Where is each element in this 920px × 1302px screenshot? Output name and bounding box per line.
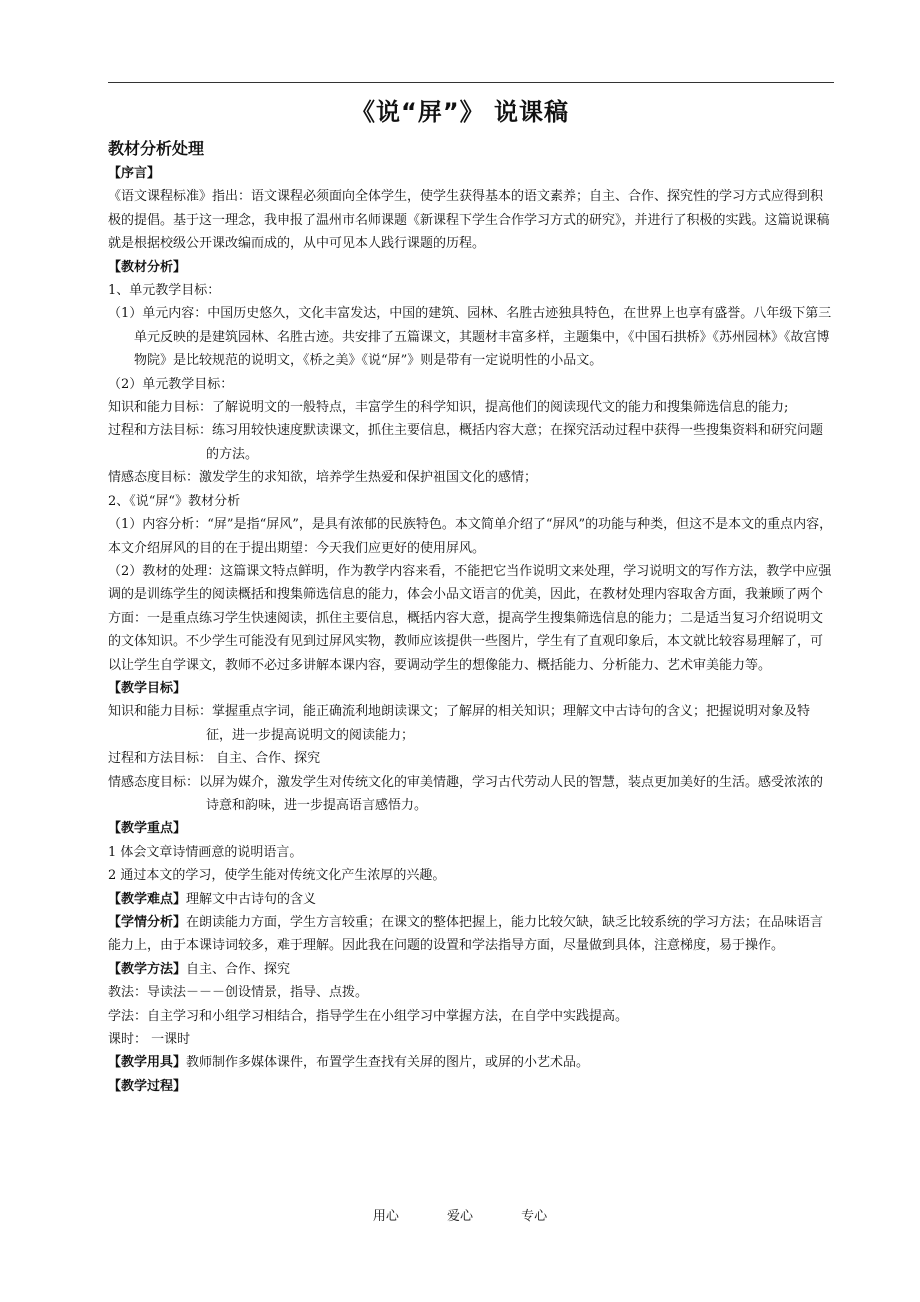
preface-heading: 【序言】 <box>108 166 161 181</box>
material-handling: （2）教材的处理：这篇课文特点鲜明，作为教学内容来看，不能把它当作说明文来处理，学习说明文的写作方法，教学中应强调的是训练学生的阅读概括和搜集筛选信息的能力，体会小品文语言的优美，因此，在教材处理内容取舍方面，我兼顾了两个方面：一是重点练习学生快速阅读，抓住主要信息，概括内容大意，提高学生搜集筛选信息的能力；二是适当复习介绍说明文的文体知识。不少学生可能没有见到过屏风实物，教师应该提供一些图片，学生有了直观印象后，本文就比较容易理解了，可以让学生自学课文，教师不必过多讲解本课内容，要调动学生的想像能力、概括能力、分析能力、艺术审美能力等。 <box>108 563 832 673</box>
analysis-heading: 【教材分析】 <box>108 259 187 275</box>
learner-heading: 【学情分析】 <box>108 915 187 930</box>
content-analysis: （1）内容分析：“屏”是指“屏风”，是具有浓郁的民族特色。本文简单介绍了“屏风”的功能与种类，但这不是本文的重点内容，本文介绍屏风的目的在于提出期望：今天我们应更好的使用屏风。 <box>108 517 833 556</box>
method-text: 自主、合作、探究 <box>186 961 291 977</box>
goals-heading: 【教学目标】 <box>108 680 187 696</box>
goals-process: 过程和方法目标： 自主、合作、探究 <box>108 751 321 767</box>
key-point-item: 2 通过本文的学习，使学生能对传统文化产生浓厚的兴趣。 <box>108 868 446 884</box>
unit-emotion-goal: 情感态度目标：激发学生的求知欲，培养学生热爱和保护祖国文化的感情； <box>108 470 538 486</box>
page-footer <box>0 1207 920 1227</box>
method-heading: 【教学方法】 <box>108 961 187 977</box>
difficulty-text: 理解文中古诗句的含义 <box>186 891 317 907</box>
goals-knowledge: 知识和能力目标：掌握重点字词，能正确流利地朗读课文；了解屏的相关知识；理解文中古诗句的含义；把握说明对象及特征，进一步提高说明文的阅读能力； <box>108 704 811 743</box>
preface-text: 《语文课程标准》指出：语文课程必须面向全体学生，使学生获得基本的语文素养；自主、合作、探究性的学习方式应得到积极的提倡。基于这一理念，我申报了温州市名师课题《新课程下学生合作学习方式的研究》，并进行了积极的实践。这篇说课稿就是根据校级公开课改编而成的，从中可见本人践行课题的历程。 <box>108 189 830 252</box>
unit-goals-label: （2）单元教学目标： <box>108 376 234 392</box>
page-title: 《说“屏”》 说课稿 <box>351 98 569 126</box>
analysis-item2: 2、《说“屏“》教材分析 <box>108 493 241 509</box>
unit-process-goal: 过程和方法目标：练习用较快速度默读课文，抓住主要信息，概括内容大意；在探究活动过程中获得一些搜集资料和研究问题的方法。 <box>108 423 824 462</box>
learner-text: 在朗读能力方面，学生方言较重；在课文的整体把握上，能力比较欠缺，缺乏比较系统的学习方法；在品味语言能力上，由于本课诗词较多，难于理解。因此我在问题的设置和学法指导方面，尽量做到具体，注意梯度，易于操作。 <box>108 915 824 954</box>
footer-word: 用心 <box>372 1209 399 1224</box>
section-heading: 教材分析处理 <box>108 139 205 158</box>
learning-method: 学法：自主学习和小组学习相结合，指导学生在小组学习中掌握方法，在自学中实践提高。 <box>108 1008 629 1024</box>
key-point-item: 1 体会文章诗情画意的说明语言。 <box>108 844 303 860</box>
goals-emotion: 情感态度目标：以屏为媒介，激发学生对传统文化的审美情趣，学习古代劳动人民的智慧，装点更加美好的生活。感受浓浓的诗意和韵味，进一步提高语言感悟力。 <box>108 774 824 813</box>
header-rule <box>108 82 834 83</box>
analysis-item1: 1、单元教学目标： <box>108 283 221 299</box>
process-heading: 【教学过程】 <box>108 1078 187 1094</box>
key-points-heading: 【教学重点】 <box>108 821 187 837</box>
tools-heading: 【教学用具】 <box>108 1055 187 1071</box>
class-hours: 课时： 一课时 <box>108 1032 191 1048</box>
unit-content: （1）单元内容：中国历史悠久，文化丰富发达，中国的建筑、园林、名胜古迹独具特色，在世界上也享有盛誉。八年级下第三单元反映的是建筑园林、名胜古迹。共安排了五篇课文，其题材丰富多样，主题集中，《中国石拱桥》《苏州园林》《故宫博物院》是比较规范的说明文，《桥之美》《说“屏”》则是带有一定说明性的小品文。 <box>108 306 832 369</box>
footer-word: 专心 <box>521 1209 548 1224</box>
unit-knowledge-goal: 知识和能力目标：了解说明文的一般特点，丰富学生的科学知识，提高他们的阅读现代文的能力和搜集筛选信息的能力; <box>108 400 789 416</box>
tools-text: 教师制作多媒体课件，布置学生查找有关屏的图片，或屏的小艺术品。 <box>186 1055 590 1071</box>
document-body <box>108 136 834 1098</box>
footer-word: 爱心 <box>446 1209 473 1224</box>
difficulty-heading: 【教学难点】 <box>108 891 187 907</box>
teaching-method: 教法：导读法－－－创设情景，指导、点拨。 <box>108 985 369 1001</box>
